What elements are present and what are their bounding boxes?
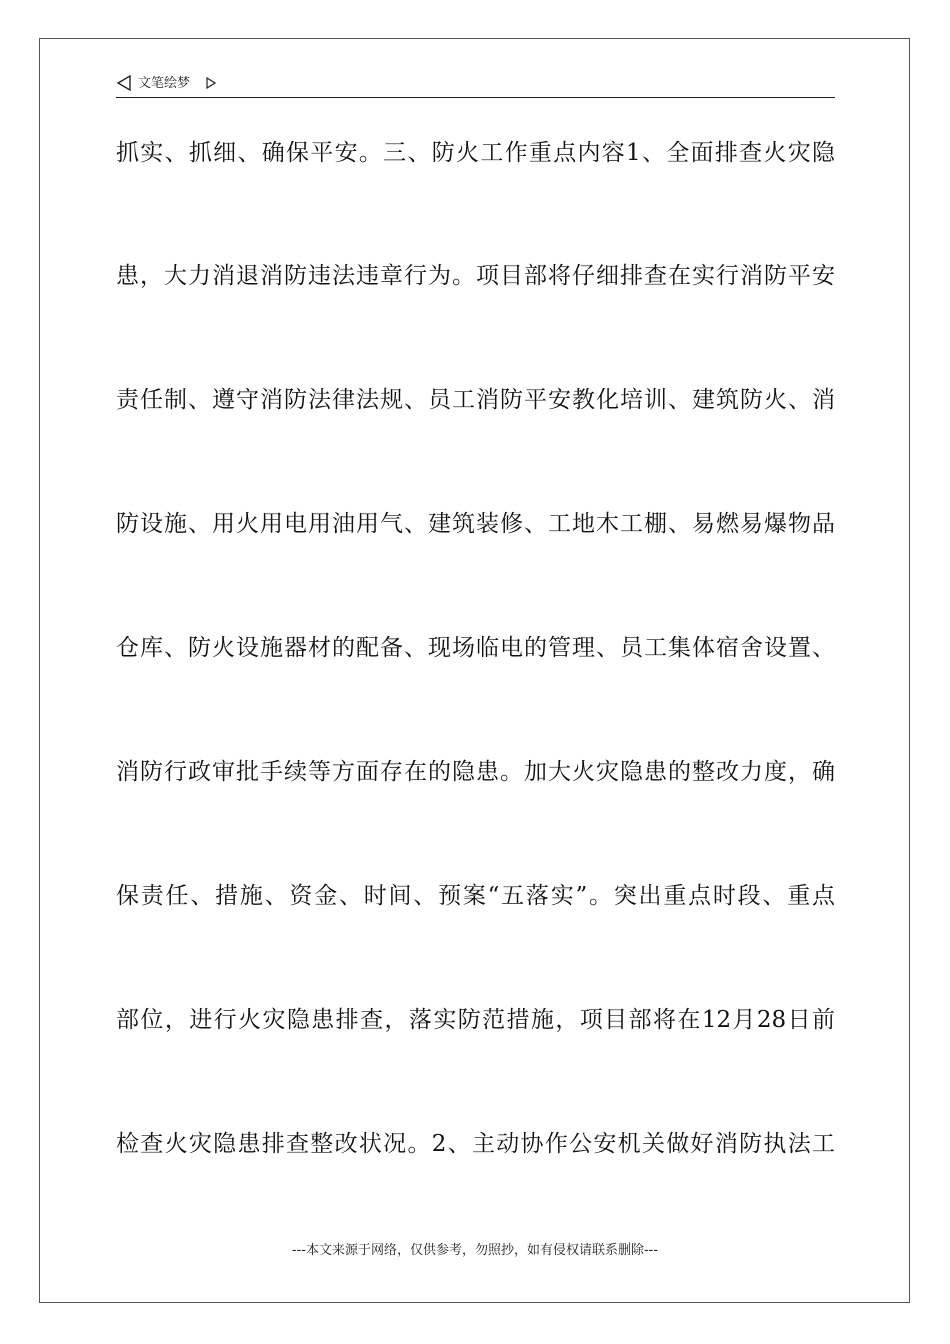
- body-text-line: 患，大力消退消防违法违章行为。项目部将仔细排查在实行消防平安: [116, 263, 835, 289]
- body-text-line: 消防行政审批手续等方面存在的隐患。加大火灾隐患的整改力度，确: [116, 759, 835, 785]
- header-title: 文笔绘梦: [138, 76, 191, 91]
- page-border: [39, 38, 910, 1303]
- footer-notice: ---本文来源于网络，仅供参考，勿照抄，如有侵权请联系删除---: [291, 1243, 659, 1258]
- body-text-line: 部位，进行火灾隐患排查，落实防范措施，项目部将在12月28日前: [116, 1007, 835, 1033]
- page-header: [116, 72, 835, 98]
- triangle-right-icon: [206, 77, 216, 89]
- body-text-line: 防设施、用火用电用油用气、建筑装修、工地木工棚、易燃易爆物品: [116, 511, 835, 537]
- body-text-line: 责任制、遵守消防法律法规、员工消防平安教化培训、建筑防火、消: [116, 387, 835, 413]
- body-text-line: 检查火灾隐患排查整改状况。2、主动协作公安机关做好消防执法工: [116, 1131, 835, 1157]
- body-text-line: 仓库、防火设施器材的配备、现场临电的管理、员工集体宿舍设置、: [116, 635, 835, 661]
- body-text-line: 抓实、抓细、确保平安。三、防火工作重点内容1、全面排查火灾隐: [116, 140, 835, 166]
- triangle-left-icon: [116, 75, 132, 91]
- body-text-line: 保责任、措施、资金、时间、预案“五落实”。突出重点时段、重点: [116, 883, 835, 909]
